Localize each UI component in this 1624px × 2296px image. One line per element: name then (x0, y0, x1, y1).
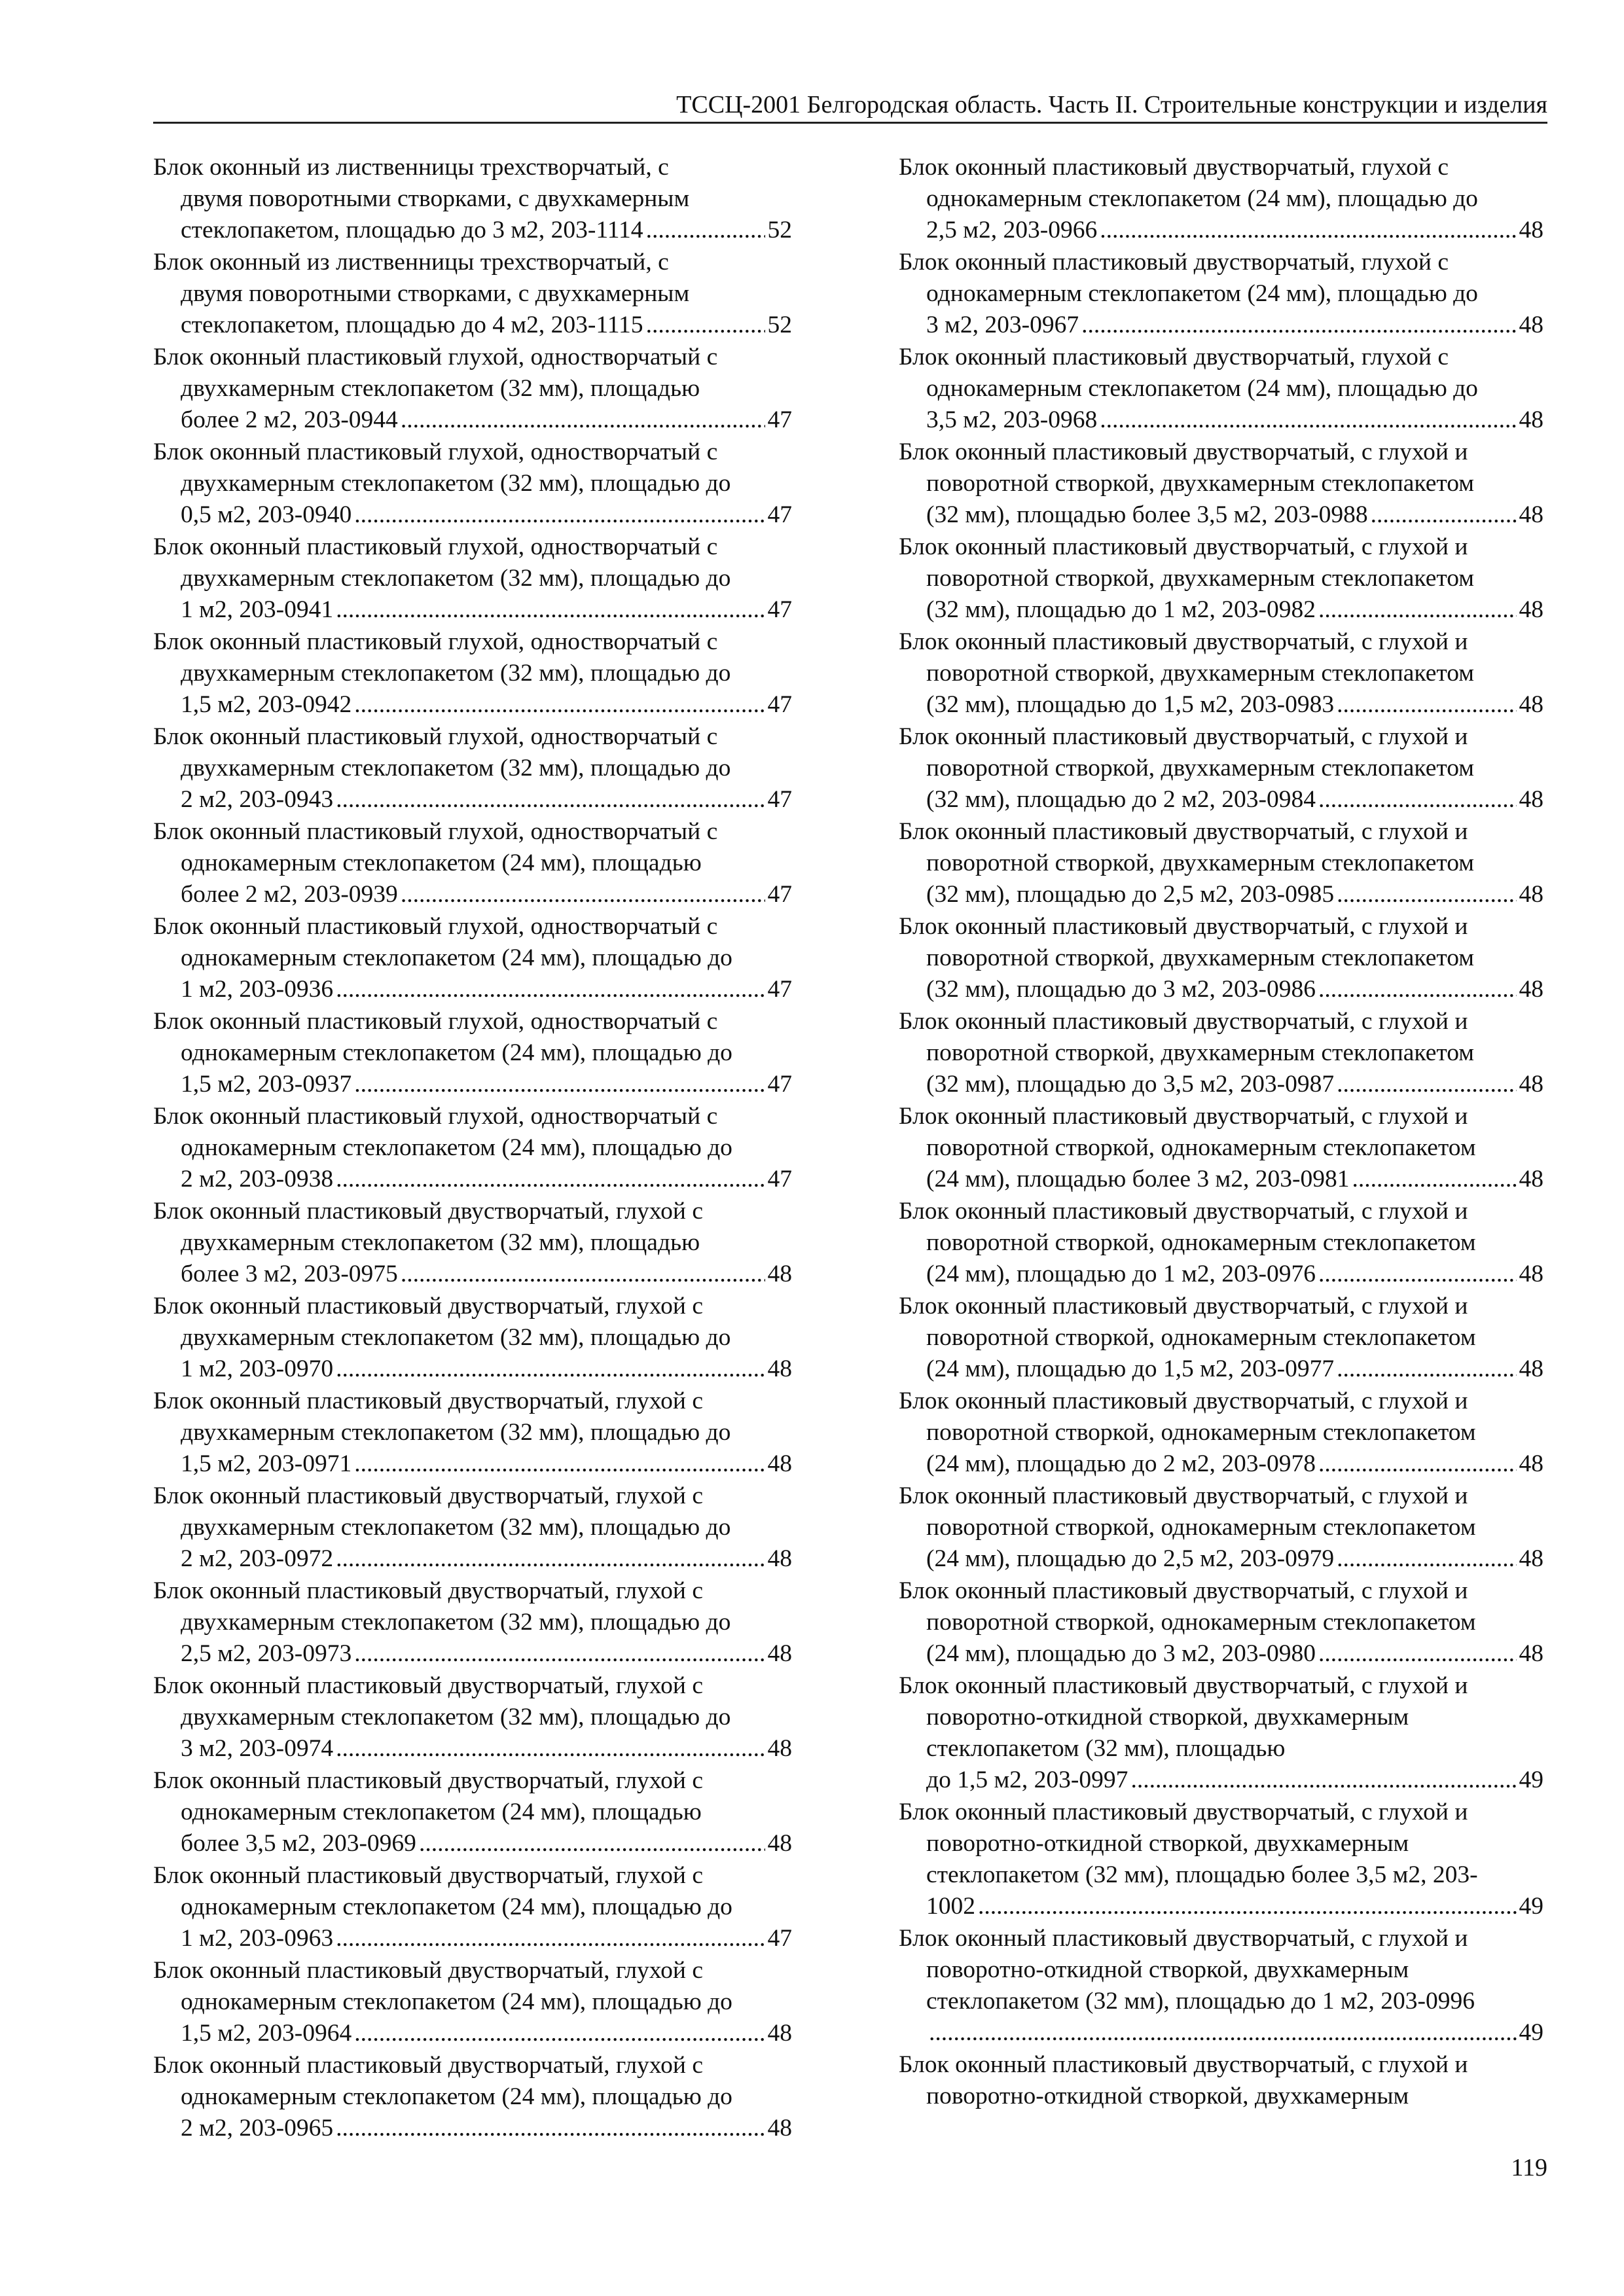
entry-text-line: до 1,5 м2, 203-0997 (926, 1767, 1128, 1793)
index-entry (153, 1101, 792, 1195)
entry-last-line (899, 879, 1543, 910)
entry-text-line: Блок оконный пластиковый двустворчатый, с глухой и (899, 1482, 1468, 1509)
entry-text-line: поворотно-откидной створкой, двухкамерным (926, 2083, 1409, 2109)
entry-text-line: 3,5 м2, 203-0968 (926, 406, 1098, 433)
dot-leader (354, 499, 765, 531)
entry-last-line (153, 499, 792, 531)
entry-page-number: 48 (1519, 312, 1543, 338)
entry-page-number: 48 (767, 1355, 792, 1382)
entry-page-number: 48 (1519, 501, 1543, 528)
entry-text-line: Блок оконный пластиковый двустворчатый, глухой с (153, 1957, 703, 1984)
entry-text-line: 2 м2, 203-0972 (181, 1545, 334, 1572)
entry-text-line: двухкамерным стеклопакетом (32 мм), площадью до (181, 1704, 731, 1731)
entry-page-number: 47 (767, 406, 792, 433)
entry-text-line: Блок оконный пластиковый двустворчатый, с глухой и (899, 1799, 1468, 1825)
entry-last-line (899, 689, 1543, 721)
header-title: ТССЦ-2001 Белгородская область. Часть II. Строительные конструкции и изделия (676, 91, 1547, 118)
index-entry (153, 911, 792, 1005)
entry-text-line: 0,5 м2, 203-0940 (181, 501, 352, 528)
entry-text-line: Блок оконный пластиковый глухой, одностворчатый с (153, 818, 718, 845)
dot-leader (354, 1638, 765, 1670)
entry-page-number: 47 (767, 976, 792, 1003)
dot-leader (354, 1448, 765, 1480)
entry-last-line (899, 310, 1543, 341)
dot-leader (336, 2113, 765, 2144)
index-entry (899, 1480, 1543, 1575)
index-entry (153, 1575, 792, 1670)
dot-leader (1337, 1354, 1516, 1385)
entry-text-line: стеклопакетом (32 мм), площадью до 1 м2, 203-0996 (926, 1988, 1475, 2015)
entry-text-line: 3 м2, 203-0974 (181, 1735, 334, 1762)
dot-leader (1318, 974, 1517, 1005)
index-entry (899, 626, 1543, 721)
dot-leader (336, 1733, 765, 1765)
entry-page-number: 48 (1519, 786, 1543, 813)
entry-text-line: двухкамерным стеклопакетом (32 мм), площадью до (181, 660, 731, 687)
entry-text-line: более 2 м2, 203-0939 (181, 881, 398, 908)
entry-text-line: поворотной створкой, двухкамерным стеклопакетом (926, 850, 1474, 876)
entry-text-line: Блок оконный пластиковый двустворчатый, с глухой и (899, 1198, 1468, 1225)
index-entry (899, 1670, 1543, 1796)
dot-leader (354, 689, 765, 721)
entry-text-line: однокамерным стеклопакетом (24 мм), площадью до (926, 185, 1478, 212)
entry-text-line: Блок оконный пластиковый двустворчатый, глухой с (899, 344, 1449, 370)
entry-text-line: однокамерным стеклопакетом (24 мм), площадью до (926, 375, 1478, 402)
entry-text-line: Блок оконный пластиковый двустворчатый, с глухой и (899, 1672, 1468, 1699)
entry-last-line (153, 1354, 792, 1385)
dot-leader (1352, 1164, 1517, 1195)
entry-text-line: поворотной створкой, двухкамерным стеклопакетом (926, 944, 1474, 971)
index-entry (153, 1480, 792, 1575)
entry-text-line: Блок оконный из лиственницы трехстворчатый, с (153, 154, 669, 181)
entry-text-line: Блок оконный пластиковый двустворчатый, с глухой и (899, 1925, 1468, 1952)
entry-text-line: более 2 м2, 203-0944 (181, 406, 398, 433)
index-entry (153, 531, 792, 626)
entry-text-line: стеклопакетом (32 мм), площадью более 3,5 м2, 203- (926, 1861, 1478, 1888)
entry-last-line (153, 215, 792, 246)
entry-last-line (153, 879, 792, 910)
entry-page-number: 48 (1519, 691, 1543, 718)
dot-leader (1318, 594, 1517, 626)
entry-text-line: (32 мм), площадью до 1 м2, 203-0982 (926, 596, 1316, 623)
dot-leader (1318, 1638, 1517, 1670)
entry-text-line: двухкамерным стеклопакетом (32 мм), площадью до (181, 565, 731, 592)
entry-last-line (899, 1448, 1543, 1480)
index-entry (899, 816, 1543, 910)
entry-text-line: двухкамерным стеклопакетом (32 мм), площадью до (181, 1324, 731, 1351)
dot-leader (978, 1891, 1517, 1922)
dot-leader (336, 594, 765, 626)
index-entry (899, 437, 1543, 531)
entry-text-line: поворотной створкой, однокамерным стеклопакетом (926, 1134, 1476, 1161)
entry-page-number: 47 (767, 596, 792, 623)
entry-page-number: 47 (767, 1925, 792, 1952)
entry-text-line: поворотной створкой, однокамерным стеклопакетом (926, 1324, 1476, 1351)
entry-last-line (899, 1069, 1543, 1100)
entry-last-line (153, 2113, 792, 2144)
index-entry (153, 816, 792, 910)
index-column-left (153, 152, 792, 2145)
entry-text-line: Блок оконный пластиковый глухой, одностворчатый с (153, 439, 718, 465)
entry-last-line (899, 1164, 1543, 1195)
entry-text-line: двумя поворотными створками, с двухкамерным (181, 280, 690, 307)
dot-leader (354, 2018, 765, 2049)
entry-text-line: двухкамерным стеклопакетом (32 мм), площадью до (181, 1514, 731, 1541)
entry-text-line: (32 мм), площадью до 1,5 м2, 203-0983 (926, 691, 1335, 718)
entry-text-line: Блок оконный пластиковый двустворчатый, глухой с (153, 1293, 703, 1319)
entry-text-line: поворотной створкой, двухкамерным стеклопакетом (926, 470, 1474, 497)
entry-text-line: двухкамерным стеклопакетом (32 мм), площадью (181, 1229, 700, 1256)
entry-text-line: (24 мм), площадью более 3 м2, 203-0981 (926, 1166, 1350, 1193)
dot-leader (336, 1354, 765, 1385)
index-entry (899, 1006, 1543, 1100)
entry-last-line (899, 1543, 1543, 1575)
index-entry (153, 152, 792, 246)
dot-leader (419, 1828, 765, 1859)
entry-text-line: стеклопакетом (32 мм), площадью (926, 1735, 1286, 1762)
dot-leader (1130, 1765, 1516, 1796)
entry-page-number: 48 (1519, 217, 1543, 243)
entry-text-line: 2 м2, 203-0943 (181, 786, 334, 813)
entry-page-number: 49 (1519, 1893, 1543, 1920)
dot-leader (336, 1164, 765, 1195)
entry-last-line (153, 1828, 792, 1859)
entry-page-number: 47 (767, 1166, 792, 1193)
index-entry (153, 247, 792, 341)
entry-page-number: 48 (1519, 1166, 1543, 1193)
entry-text-line: (24 мм), площадью до 1,5 м2, 203-0977 (926, 1355, 1335, 1382)
entry-text-line: 1,5 м2, 203-0942 (181, 691, 352, 718)
entry-text-line: Блок оконный пластиковый двустворчатый, с глухой и (899, 1388, 1468, 1414)
entry-page-number: 48 (1519, 1071, 1543, 1098)
dot-leader (336, 784, 765, 816)
entry-text-line: Блок оконный пластиковый двустворчатый, глухой с (153, 2052, 703, 2079)
entry-text-line: Блок оконный пластиковый двустворчатый, с глухой и (899, 2051, 1468, 2078)
dot-leader (1318, 1259, 1517, 1290)
entry-text-line: однокамерным стеклопакетом (24 мм), площадью до (181, 1039, 732, 1066)
entry-last-line (153, 1259, 792, 1290)
entry-page-number: 47 (767, 501, 792, 528)
dot-leader (1100, 404, 1516, 436)
entry-page-number: 48 (1519, 976, 1543, 1003)
entry-text-line: (24 мм), площадью до 2,5 м2, 203-0979 (926, 1545, 1335, 1572)
index-entry (899, 1196, 1543, 1290)
entry-text-line: двухкамерным стеклопакетом (32 мм), площадью до (181, 1609, 731, 1636)
index-entry (899, 1101, 1543, 1195)
entry-page-number: 52 (767, 312, 792, 338)
entry-text-line: однокамерным стеклопакетом (24 мм), площадью (181, 850, 702, 876)
entry-text-line: Блок оконный пластиковый глухой, одностворчатый с (153, 913, 718, 940)
entry-page-number: 48 (1519, 596, 1543, 623)
entry-page-number: 48 (767, 2020, 792, 2047)
entry-page-number: 49 (1519, 2019, 1543, 2046)
entry-text-line: Блок оконный пластиковый двустворчатый, глухой с (153, 1482, 703, 1509)
entry-text-line: однокамерным стеклопакетом (24 мм), площадью до (181, 944, 732, 971)
entry-page-number: 48 (1519, 1261, 1543, 1287)
index-entry (899, 1575, 1543, 1670)
entry-text-line: Блок оконный из лиственницы трехстворчатый, с (153, 249, 669, 276)
dot-leader (1318, 784, 1517, 816)
dot-leader (1100, 215, 1516, 246)
index-entry (153, 1386, 792, 1480)
entry-page-number: 48 (1519, 1640, 1543, 1667)
index-entry (153, 1196, 792, 1290)
entry-last-line (153, 594, 792, 626)
entry-text-line: поворотной створкой, однокамерным стеклопакетом (926, 1609, 1476, 1636)
dot-leader (336, 1543, 765, 1575)
index-entry (899, 152, 1543, 246)
entry-text-line: более 3,5 м2, 203-0969 (181, 1830, 416, 1857)
entry-text-line: Блок оконный пластиковый двустворчатый, глухой с (899, 249, 1449, 276)
entry-text-line: Блок оконный пластиковый двустворчатый, с глухой и (899, 628, 1468, 655)
entry-text-line: Блок оконный пластиковый глухой, одностворчатый с (153, 723, 718, 750)
entry-text-line: Блок оконный пластиковый двустворчатый, глухой с (153, 1577, 703, 1604)
entry-page-number: 48 (767, 1640, 792, 1667)
index-entry (153, 437, 792, 531)
entry-text-line: однокамерным стеклопакетом (24 мм), площадью до (181, 1893, 732, 1920)
index-entry (899, 1386, 1543, 1480)
index-entry (899, 1797, 1543, 1922)
entry-text-line: (24 мм), площадью до 3 м2, 203-0980 (926, 1640, 1316, 1667)
entry-page-number: 48 (1519, 1545, 1543, 1572)
entry-text-line: поворотной створкой, двухкамерным стеклопакетом (926, 755, 1474, 781)
entry-text-line: Блок оконный пластиковый двустворчатый, с глухой и (899, 723, 1468, 750)
entry-text-line: 1 м2, 203-0970 (181, 1355, 334, 1382)
dot-leader (1337, 1069, 1516, 1100)
entry-text-line: Блок оконный пластиковый двустворчатый, с глухой и (899, 1293, 1468, 1319)
index-entry (899, 1923, 1543, 2049)
entry-text-line: двухкамерным стеклопакетом (32 мм), площадью до (181, 755, 731, 781)
entry-text-line: двумя поворотными створками, с двухкамерным (181, 185, 690, 212)
index-entry (153, 2050, 792, 2144)
entry-page-number: 48 (767, 1545, 792, 1572)
entry-text-line: Блок оконный пластиковый двустворчатый, с глухой и (899, 818, 1468, 845)
entry-page-number: 48 (1519, 881, 1543, 908)
dot-leader (1337, 1543, 1516, 1575)
entry-text-line: 3 м2, 203-0967 (926, 312, 1079, 338)
entry-last-line (899, 2017, 1543, 2049)
entry-page-number: 48 (1519, 1355, 1543, 1382)
page-number: 119 (1511, 2154, 1547, 2181)
index-entry (899, 531, 1543, 626)
entry-last-line (899, 1765, 1543, 1796)
entry-page-number: 48 (767, 1450, 792, 1477)
entry-last-line (153, 689, 792, 721)
entry-last-line (899, 499, 1543, 531)
entry-text-line: 1,5 м2, 203-0964 (181, 2020, 352, 2047)
entry-last-line (153, 1543, 792, 1575)
entry-page-number: 47 (767, 786, 792, 813)
entry-last-line (899, 1638, 1543, 1670)
entry-text-line: поворотно-откидной створкой, двухкамерным (926, 1830, 1409, 1857)
entry-text-line: однокамерным стеклопакетом (24 мм), площадью до (181, 1988, 732, 2015)
index-entry (153, 721, 792, 816)
entry-last-line (899, 404, 1543, 436)
entry-text-line: поворотной створкой, двухкамерным стеклопакетом (926, 660, 1474, 687)
entry-text-line: однокамерным стеклопакетом (24 мм), площадью (181, 1799, 702, 1825)
entry-last-line (899, 1891, 1543, 1922)
index-entry (899, 342, 1543, 436)
entry-text-line: (32 мм), площадью до 3,5 м2, 203-0987 (926, 1071, 1335, 1098)
entry-text-line: Блок оконный пластиковый двустворчатый, глухой с (153, 1862, 703, 1889)
entry-text-line: 2 м2, 203-0938 (181, 1166, 334, 1193)
dot-leader (401, 404, 765, 436)
entry-page-number: 52 (767, 217, 792, 243)
entry-text-line: 1,5 м2, 203-0937 (181, 1071, 352, 1098)
entry-text-line: (24 мм), площадью до 2 м2, 203-0978 (926, 1450, 1316, 1477)
entry-page-number: 48 (767, 1830, 792, 1857)
index-entry (153, 1860, 792, 1954)
entry-text-line: поворотной створкой, двухкамерным стеклопакетом (926, 565, 1474, 592)
dot-leader (1337, 879, 1516, 910)
dot-leader (1337, 689, 1516, 721)
entry-last-line (153, 404, 792, 436)
entry-text-line: 1 м2, 203-0963 (181, 1925, 334, 1952)
index-entry (899, 721, 1543, 816)
entry-text-line: 2,5 м2, 203-0966 (926, 217, 1098, 243)
entry-text-line: (32 мм), площадью до 3 м2, 203-0986 (926, 976, 1316, 1003)
dot-leader (336, 1923, 765, 1954)
entry-last-line (153, 1923, 792, 1954)
entry-text-line: Блок оконный пластиковый глухой, одностворчатый с (153, 533, 718, 560)
entry-text-line: поворотной створкой, однокамерным стеклопакетом (926, 1514, 1476, 1541)
entry-last-line (153, 310, 792, 341)
entry-text-line: двухкамерным стеклопакетом (32 мм), площадью до (181, 470, 731, 497)
entry-page-number: 47 (767, 691, 792, 718)
entry-page-number: 48 (1519, 1450, 1543, 1477)
entry-text-line: 1,5 м2, 203-0971 (181, 1450, 352, 1477)
entry-text-line: поворотно-откидной створкой, двухкамерным (926, 1956, 1409, 1983)
index-entry (153, 1765, 792, 1859)
entry-last-line (153, 1164, 792, 1195)
entry-text-line: 2 м2, 203-0965 (181, 2115, 334, 2142)
index-entry (899, 1291, 1543, 1385)
entry-text-line: Блок оконный пластиковый глухой, одностворчатый с (153, 1103, 718, 1130)
entry-last-line (899, 594, 1543, 626)
entry-page-number: 48 (1519, 406, 1543, 433)
entry-text-line: Блок оконный пластиковый двустворчатый, глухой с (153, 1672, 703, 1699)
entry-text-line: более 3 м2, 203-0975 (181, 1261, 398, 1287)
index-entry (153, 626, 792, 721)
entry-last-line (153, 784, 792, 816)
entry-text-line: (32 мм), площадью более 3,5 м2, 203-0988 (926, 501, 1368, 528)
entry-text-line: Блок оконный пластиковый двустворчатый, глухой с (153, 1767, 703, 1794)
index-entry (899, 2049, 1543, 2112)
dot-leader (1081, 310, 1516, 341)
entry-last-line (153, 1069, 792, 1100)
dot-leader (929, 2017, 1517, 2049)
entry-text-line: 1002 (926, 1893, 975, 1920)
entry-text-line: поворотной створкой, двухкамерным стеклопакетом (926, 1039, 1474, 1066)
entry-last-line (153, 1638, 792, 1670)
index-entry (153, 1006, 792, 1100)
entry-last-line (153, 2018, 792, 2049)
index-entry (153, 1291, 792, 1385)
entry-text-line: поворотной створкой, однокамерным стеклопакетом (926, 1229, 1476, 1256)
index-entry (153, 1955, 792, 2049)
entry-text-line: двухкамерным стеклопакетом (32 мм), площадью до (181, 1419, 731, 1446)
entry-last-line (899, 215, 1543, 246)
entry-text-line: 1 м2, 203-0941 (181, 596, 334, 623)
index-entry (899, 911, 1543, 1005)
entry-last-line (899, 1354, 1543, 1385)
entry-text-line: Блок оконный пластиковый двустворчатый, с глухой и (899, 1103, 1468, 1130)
dot-leader (354, 1069, 765, 1100)
dot-leader (646, 215, 765, 246)
entry-text-line: поворотной створкой, однокамерным стеклопакетом (926, 1419, 1476, 1446)
entry-text-line: Блок оконный пластиковый двустворчатый, с глухой и (899, 439, 1468, 465)
dot-leader (336, 974, 765, 1005)
running-header (153, 88, 1547, 124)
entry-last-line (899, 784, 1543, 816)
dot-leader (1318, 1448, 1517, 1480)
entry-text-line: Блок оконный пластиковый двустворчатый, глухой с (153, 1198, 703, 1225)
entry-page-number: 48 (767, 1735, 792, 1762)
dot-leader (401, 1259, 765, 1290)
entry-last-line (899, 974, 1543, 1005)
entry-page-number: 48 (767, 2115, 792, 2142)
entry-text-line: Блок оконный пластиковый двустворчатый, с глухой и (899, 533, 1468, 560)
entry-text-line: поворотно-откидной створкой, двухкамерным (926, 1704, 1409, 1731)
entry-last-line (153, 974, 792, 1005)
entry-page-number: 47 (767, 1071, 792, 1098)
dot-leader (401, 879, 765, 910)
entry-text-line: Блок оконный пластиковый двустворчатый, с глухой и (899, 1008, 1468, 1035)
entry-page-number: 49 (1519, 1767, 1543, 1793)
entry-text-line: Блок оконный пластиковый глухой, одностворчатый с (153, 628, 718, 655)
entry-text-line: однокамерным стеклопакетом (24 мм), площадью до (181, 2083, 732, 2110)
entry-text-line: 1 м2, 203-0936 (181, 976, 334, 1003)
index-entry (153, 342, 792, 436)
index-column-right (899, 152, 1543, 2113)
entry-last-line (153, 1448, 792, 1480)
entry-text-line: (32 мм), площадью до 2 м2, 203-0984 (926, 786, 1316, 813)
dot-leader (1371, 499, 1517, 531)
entry-text-line: двухкамерным стеклопакетом (32 мм), площадью (181, 375, 700, 402)
entry-text-line: 2,5 м2, 203-0973 (181, 1640, 352, 1667)
entry-text-line: Блок оконный пластиковый глухой, одностворчатый с (153, 344, 718, 370)
entry-text-line: стеклопакетом, площадью до 3 м2, 203-1114 (181, 217, 643, 243)
entry-text-line: (32 мм), площадью до 2,5 м2, 203-0985 (926, 881, 1335, 908)
entry-text-line: Блок оконный пластиковый глухой, одностворчатый с (153, 1008, 718, 1035)
entry-text-line: стеклопакетом, площадью до 4 м2, 203-1115 (181, 312, 643, 338)
entry-text-line: Блок оконный пластиковый двустворчатый, глухой с (899, 154, 1449, 181)
entry-page-number: 47 (767, 881, 792, 908)
entry-text-line: Блок оконный пластиковый двустворчатый, глухой с (153, 1388, 703, 1414)
dot-leader (646, 310, 765, 341)
entry-text-line: Блок оконный пластиковый двустворчатый, с глухой и (899, 1577, 1468, 1604)
index-entry (899, 247, 1543, 341)
entry-last-line (153, 1733, 792, 1765)
entry-text-line: Блок оконный пластиковый двустворчатый, с глухой и (899, 913, 1468, 940)
entry-page-number: 48 (767, 1261, 792, 1287)
entry-last-line (899, 1259, 1543, 1290)
index-entry (153, 1670, 792, 1765)
entry-text-line: однокамерным стеклопакетом (24 мм), площадью до (926, 280, 1478, 307)
entry-text-line: однокамерным стеклопакетом (24 мм), площадью до (181, 1134, 732, 1161)
entry-text-line: (24 мм), площадью до 1 м2, 203-0976 (926, 1261, 1316, 1287)
